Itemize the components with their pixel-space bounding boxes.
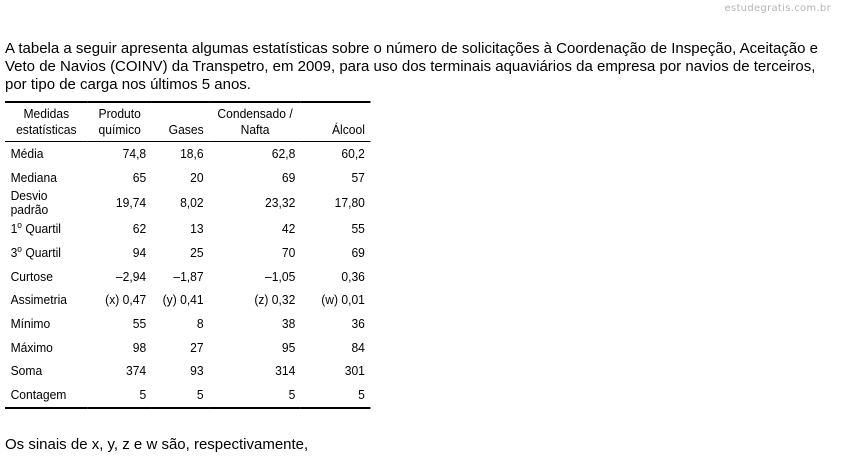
- cell: 27: [190, 339, 204, 355]
- cell: 98: [132, 339, 147, 355]
- statistics-table: [5, 101, 370, 409]
- cell: 60,2: [341, 145, 365, 161]
- cell: 36: [351, 315, 365, 331]
- cell: –2,94: [115, 268, 147, 284]
- cell: 95: [281, 339, 296, 355]
- row-label: 1$^o$ Quartil: [10, 220, 61, 237]
- cell: 55: [351, 221, 365, 237]
- row-label: Máximo: [10, 339, 53, 355]
- row-label: Curtose: [10, 268, 53, 284]
- table-row: [5, 189, 370, 217]
- cell: 301: [344, 363, 365, 379]
- cell: 69: [281, 169, 296, 185]
- cell: 25: [190, 244, 204, 260]
- table-row: [5, 360, 370, 384]
- table-row: [5, 383, 370, 408]
- cell: 314: [275, 363, 296, 379]
- row-label: Desvio padrão: [10, 188, 49, 218]
- cell: 55: [132, 315, 147, 331]
- row-label: Mediana: [10, 169, 57, 185]
- header-medidas: Medidas estatísticas: [5, 102, 88, 142]
- header-condensado-nafta: Condensado / Nafta: [209, 102, 301, 142]
- cell: (z) 0,32: [254, 292, 296, 308]
- cell: 0,36: [341, 268, 365, 284]
- cell: 84: [351, 339, 365, 355]
- row-label: Contagem: [5, 383, 88, 408]
- table-row: [5, 217, 370, 241]
- question-text: Os sinais de x, y, z e w são, respectivamente,: [5, 436, 309, 453]
- cell: 17,80: [334, 195, 365, 211]
- row-label: 3$^o$ Quartil: [10, 243, 61, 260]
- cell: 18,6: [180, 145, 204, 161]
- row-label: Média: [10, 145, 44, 161]
- cell: 19,74: [115, 195, 147, 211]
- table-row: [5, 166, 370, 190]
- cell: 94: [132, 244, 147, 260]
- row-label: Mínimo: [10, 315, 51, 331]
- cell: 65: [132, 169, 147, 185]
- cell: (y) 0,41: [162, 292, 204, 308]
- cell: 69: [351, 244, 365, 260]
- cell: 74,8: [122, 145, 147, 161]
- cell: 8,02: [180, 195, 204, 211]
- intro-paragraph: A tabela a seguir apresenta algumas estatísticas sobre o número de solicitações à Coordenação de Inspeção, Aceitação e Veto de Navios (COINV) da Transpetro, em 2009, para uso dos terminais aquaviários da empresa por navios de terceiros, por tipo de carga nos últimos 5 anos.: [5, 40, 819, 93]
- cell: 38: [281, 315, 296, 331]
- table-row: [5, 142, 370, 166]
- cell: 13: [190, 221, 204, 237]
- cell: –1,87: [173, 268, 204, 284]
- cell: 20: [190, 169, 204, 185]
- cell: 8: [196, 315, 204, 331]
- row-label: Soma: [10, 363, 43, 379]
- table-row: [5, 265, 370, 289]
- cell: 5: [152, 383, 209, 408]
- cell: 23,32: [265, 195, 296, 211]
- header-alcool: Álcool: [301, 102, 371, 142]
- row-label: Assimetria: [10, 292, 68, 308]
- table-row: [5, 312, 370, 336]
- cell: 62: [132, 221, 147, 237]
- table-row: [5, 336, 370, 360]
- header-produto-quimico: Produto químico: [88, 102, 152, 142]
- table-header-row: [5, 102, 370, 142]
- table-row: [5, 288, 370, 312]
- cell: 42: [281, 221, 296, 237]
- cell: 57: [351, 169, 365, 185]
- cell: –1,05: [265, 268, 296, 284]
- cell: 93: [190, 363, 204, 379]
- cell: (x) 0,47: [105, 292, 147, 308]
- cell: 5: [209, 383, 301, 408]
- cell: 5: [88, 383, 152, 408]
- cell: 70: [281, 244, 296, 260]
- cell: (w) 0,01: [321, 292, 365, 308]
- table-row: [5, 241, 370, 265]
- cell: 374: [125, 363, 147, 379]
- header-gases: Gases: [152, 102, 209, 142]
- cell: 5: [301, 383, 371, 408]
- site-watermark: estudegratis.com.br: [724, 3, 831, 14]
- cell: 62,8: [271, 145, 296, 161]
